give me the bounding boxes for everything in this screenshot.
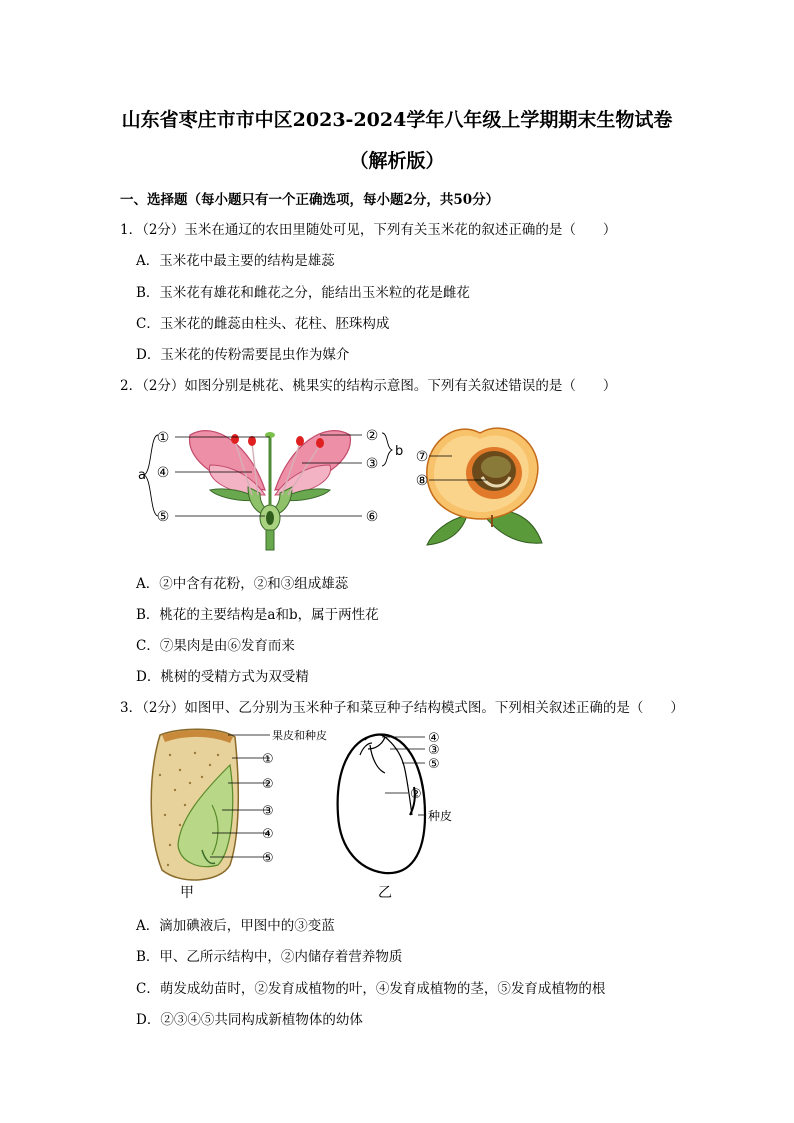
q3-option-a: A．滴加碘液后，甲图中的③变蓝: [136, 918, 335, 934]
q3-option-c: C．萌发成幼苗时，②发育成植物的叶，④发育成植物的茎，⑤发育成植物的根: [136, 981, 606, 997]
q2-option-c: C．⑦果肉是由⑥发育而来: [136, 638, 295, 654]
q1-stem: 1．（2分）玉米在通辽的农田里随处可见，下列有关玉米花的叙述正确的是（ ）: [120, 222, 617, 238]
fruit-label-7: ⑦: [415, 449, 429, 465]
corn-caption: 甲: [180, 885, 194, 901]
flower-label-3: ③: [365, 456, 379, 472]
q3-option-b: B．甲、乙所示结构中，②内储存着营养物质: [136, 949, 403, 965]
brace-b-label: b: [395, 444, 404, 459]
q1-option-a: A．玉米花中最主要的结构是雄蕊: [136, 253, 335, 269]
bean-label-3: ③: [428, 743, 440, 758]
q2-option-d: D．桃树的受精方式为双受精: [136, 669, 309, 685]
section-heading: 一、选择题（每小题只有一个正确选项，每小题2分，共50分）: [120, 192, 500, 208]
bean-label-5: ⑤: [428, 757, 440, 772]
q3-option-d: D．②③④⑤共同构成新植物体的幼体: [136, 1012, 363, 1028]
corn-label-1: ①: [262, 752, 274, 767]
corn-label-5: ⑤: [262, 851, 274, 866]
q2-option-a: A．②中含有花粉，②和③组成雄蕊: [136, 576, 349, 592]
bean-label-seedcoat: 种皮: [428, 809, 453, 823]
fruit-label-8: ⑧: [415, 473, 429, 489]
page-title: 山东省枣庄市市中区2023-2024学年八年级上学期期末生物试卷: [121, 109, 673, 131]
corn-label-4: ④: [262, 827, 274, 842]
flower-label-1: ①: [156, 430, 170, 446]
peach-fruit-diagram: [412, 415, 547, 550]
q1-option-c: C．玉米花的雌蕊由柱头、花柱、胚珠构成: [136, 316, 390, 332]
q3-stem: 3．（2分）如图甲、乙分别为玉米种子和菜豆种子结构模式图。下列相关叙述正确的是（ ）: [120, 700, 684, 716]
flower-label-6: ⑥: [365, 509, 379, 525]
peach-flower-diagram: [130, 415, 420, 560]
q2-option-b: B．桃花的主要结构是a和b，属于两性花: [136, 607, 379, 623]
corn-label-2: ②: [262, 777, 274, 792]
corn-label-3: ③: [262, 804, 274, 819]
q1-option-d: D．玉米花的传粉需要昆虫作为媒介: [136, 347, 350, 363]
q1-option-b: B．玉米花有雄花和雌花之分，能结出玉米粒的花是雌花: [136, 285, 470, 301]
bean-seed-diagram: [330, 725, 470, 905]
flower-label-2: ②: [365, 428, 379, 444]
corn-label-pericarp: 果皮和种皮: [272, 729, 327, 742]
bean-label-4: ④: [428, 731, 440, 746]
flower-label-4: ④: [156, 465, 170, 481]
brace-a-label: a: [138, 468, 146, 483]
bean-caption: 乙: [378, 885, 392, 901]
corn-seed-diagram: [140, 725, 330, 905]
page-subtitle: （解析版）: [349, 150, 445, 172]
bean-label-2: ②: [410, 787, 422, 802]
flower-label-5: ⑤: [156, 509, 170, 525]
q2-stem: 2．（2分）如图分别是桃花、桃果实的结构示意图。下列有关叙述错误的是（ ）: [120, 378, 617, 394]
